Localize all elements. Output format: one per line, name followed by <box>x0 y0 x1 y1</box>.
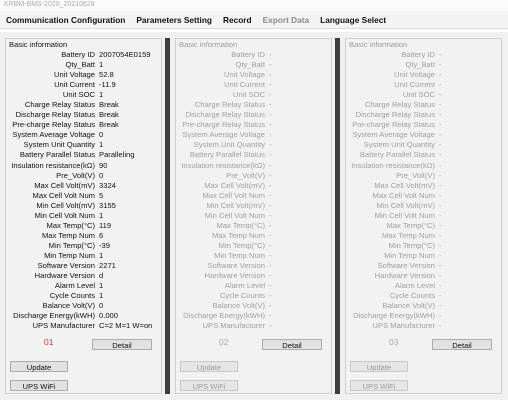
field-value: - <box>439 100 442 110</box>
field-label: Min Cell Volt(mV) <box>376 200 435 210</box>
field-label: Min Cell Volt Num <box>204 210 265 220</box>
field-label: Max Temp Num <box>41 230 95 240</box>
info-row <box>176 110 331 120</box>
field-label: Charge Relay Status <box>24 100 95 110</box>
field-value: - <box>269 230 272 240</box>
field-value: - <box>269 321 272 331</box>
field-label: Cycle Counts <box>49 291 95 301</box>
field-value: 0 <box>99 170 104 180</box>
info-row <box>6 90 161 100</box>
field-value: 0.000 <box>99 311 119 321</box>
info-row <box>346 181 501 191</box>
info-row <box>176 60 331 70</box>
info-row <box>346 60 501 70</box>
field-value: - <box>269 60 272 70</box>
field-value: - <box>439 130 442 140</box>
field-value: - <box>439 50 442 59</box>
field-label: Insulation resistance(kΩ) <box>181 160 265 170</box>
field-value: - <box>269 100 272 110</box>
field-value: - <box>269 170 272 180</box>
field-value: - <box>439 120 442 130</box>
field-value: 52.8 <box>99 70 114 80</box>
field-label: Max Temp(°C) <box>216 220 265 230</box>
menu-bar <box>0 11 508 29</box>
field-label: Hardware Version <box>374 271 435 281</box>
info-row <box>176 171 331 181</box>
field-label: Balance Volt(V) <box>42 301 95 311</box>
info-row <box>346 70 501 80</box>
field-label: Min Temp Num <box>44 250 95 260</box>
field-value: 0 <box>99 130 104 140</box>
field-label: Min Cell Volt Num <box>34 210 95 220</box>
field-value: - <box>269 180 272 190</box>
field-value: - <box>439 200 442 210</box>
field-label: Max Cell Volt Num <box>202 190 265 200</box>
field-value: 3324 <box>99 180 116 190</box>
info-row <box>6 191 161 201</box>
field-label: Cycle Counts <box>389 291 435 301</box>
field-value: C=2 M=1 W=on <box>99 321 153 331</box>
field-label: Battery Parallel Status <box>189 150 265 160</box>
field-value: - <box>439 271 442 281</box>
info-row <box>346 251 501 261</box>
field-label: Unit SOC <box>62 90 95 100</box>
field-label: Alarm Level <box>394 281 435 291</box>
field-label: Max Cell Volt Num <box>372 190 435 200</box>
info-row <box>6 120 161 130</box>
field-label: Cycle Counts <box>219 291 265 301</box>
field-value: - <box>439 180 442 190</box>
info-row <box>6 321 161 331</box>
field-value: - <box>269 80 272 90</box>
field-label: Max Temp(°C) <box>386 220 435 230</box>
field-label: System Average Voltage <box>12 130 95 140</box>
field-label: Min Cell Volt(mV) <box>36 200 95 210</box>
info-row <box>176 221 331 231</box>
info-row <box>6 80 161 90</box>
field-value: - <box>269 271 272 281</box>
battery-panel-02 <box>175 38 332 394</box>
field-value: - <box>269 210 272 220</box>
field-value: 5 <box>99 190 104 200</box>
field-value: - <box>269 120 272 130</box>
info-row <box>176 120 331 130</box>
field-value: - <box>269 220 272 230</box>
ups-wifi-button[interactable]: UPS WiFi <box>180 380 238 391</box>
field-value: - <box>439 140 442 150</box>
info-row <box>6 221 161 231</box>
field-label: Max Cell Volt(mV) <box>374 180 435 190</box>
field-value: - <box>269 240 272 250</box>
info-row <box>346 321 501 331</box>
info-row <box>6 251 161 261</box>
update-button[interactable]: Update <box>10 361 68 372</box>
info-row <box>176 70 331 80</box>
field-value: 1 <box>99 210 104 220</box>
battery-panel-03 <box>345 38 502 394</box>
field-label: Max Cell Volt Num <box>32 190 95 200</box>
field-value: - <box>439 190 442 200</box>
field-value: 1 <box>99 90 104 100</box>
field-label: Unit Current <box>54 80 95 90</box>
field-value: - <box>439 220 442 230</box>
field-label: Pre_Volt(V) <box>56 170 95 180</box>
field-label: Discharge Relay Status <box>185 110 265 120</box>
field-label: Pre_Volt(V) <box>226 170 265 180</box>
field-value: - <box>269 160 272 170</box>
field-label: Charge Relay Status <box>194 100 265 110</box>
field-value: 2271 <box>99 260 116 270</box>
info-row <box>346 231 501 241</box>
ups-wifi-button[interactable]: UPS WiFi <box>350 380 408 391</box>
info-row <box>346 90 501 100</box>
field-label: Pre-charge Relay Status <box>182 120 265 130</box>
info-row <box>346 291 501 301</box>
field-label: Unit Voltage <box>224 70 265 80</box>
field-label: Min Temp(°C) <box>388 240 435 250</box>
field-value: 1 <box>99 250 104 260</box>
info-row <box>346 161 501 171</box>
panel-number: 03 <box>389 337 399 347</box>
info-row <box>346 211 501 221</box>
info-row <box>346 171 501 181</box>
info-row <box>346 140 501 150</box>
info-row <box>176 191 331 201</box>
info-row <box>346 50 501 60</box>
info-row <box>346 110 501 120</box>
field-value: - <box>439 110 442 120</box>
field-value: 0 <box>99 301 104 311</box>
field-label: Hardware Version <box>34 271 95 281</box>
info-row <box>176 321 331 331</box>
panel-header: Basic information <box>349 40 408 49</box>
info-row <box>176 231 331 241</box>
field-label: Unit SOC <box>402 90 435 100</box>
info-row <box>6 201 161 211</box>
info-row <box>6 110 161 120</box>
field-value: Break <box>99 110 119 120</box>
field-value: 3155 <box>99 200 116 210</box>
field-label: Software Version <box>377 260 435 270</box>
field-label: Min Temp Num <box>214 250 265 260</box>
field-label: Discharge Relay Status <box>355 110 435 120</box>
field-value: - <box>439 150 442 160</box>
field-label: Battery ID <box>401 50 435 59</box>
info-row <box>176 311 331 321</box>
info-row <box>176 90 331 100</box>
info-row <box>176 261 331 271</box>
field-label: Unit Current <box>394 80 435 90</box>
field-value: 1 <box>99 291 104 301</box>
field-label: Pre-charge Relay Status <box>352 120 435 130</box>
field-label: Battery ID <box>61 50 95 59</box>
field-value: -39 <box>99 240 110 250</box>
info-row <box>6 171 161 181</box>
field-label: Hardware Version <box>204 271 265 281</box>
info-row <box>176 50 331 60</box>
field-label: Max Cell Volt(mV) <box>34 180 95 190</box>
field-label: Insulation resistance(kΩ) <box>11 160 95 170</box>
info-row <box>6 301 161 311</box>
info-row <box>176 100 331 110</box>
field-value: - <box>439 281 442 291</box>
field-value: - <box>439 311 442 321</box>
field-label: Qty_Batt <box>65 60 95 70</box>
field-value: - <box>269 70 272 80</box>
info-row <box>6 60 161 70</box>
field-label: Balance Volt(V) <box>212 301 265 311</box>
field-label: Battery Parallel Status <box>19 150 95 160</box>
field-label: System Average Voltage <box>182 130 265 140</box>
field-value: 1 <box>99 140 104 150</box>
menu-export-data[interactable]: Export Data <box>262 14 310 25</box>
field-value: - <box>269 311 272 321</box>
field-value: - <box>439 240 442 250</box>
info-row <box>176 161 331 171</box>
info-row <box>6 140 161 150</box>
menu-language-select[interactable]: Language Select <box>320 14 387 25</box>
info-row <box>6 261 161 271</box>
field-label: Discharge Energy(kWH) <box>353 311 435 321</box>
detail-button[interactable]: Detail <box>432 339 492 350</box>
info-row <box>346 241 501 251</box>
field-value: - <box>269 130 272 140</box>
info-row <box>176 150 331 160</box>
field-value: - <box>269 200 272 210</box>
window-title: KRBM-BMS-2020_20210628 <box>0 0 508 11</box>
field-value: - <box>269 50 272 59</box>
info-row <box>346 271 501 281</box>
field-value: - <box>269 140 272 150</box>
field-label: Insulation resistance(kΩ) <box>351 160 435 170</box>
info-row <box>6 70 161 80</box>
info-row <box>176 130 331 140</box>
field-label: System Unit Quantity <box>23 140 95 150</box>
field-label: UPS Manufacturer <box>32 321 95 331</box>
field-label: Pre_Volt(V) <box>396 170 435 180</box>
info-row <box>346 261 501 271</box>
field-value: Break <box>99 120 119 130</box>
info-row <box>6 130 161 140</box>
field-label: Software Version <box>207 260 265 270</box>
info-row <box>6 150 161 160</box>
info-row <box>176 301 331 311</box>
field-label: Unit SOC <box>232 90 265 100</box>
field-value: - <box>269 250 272 260</box>
field-value: - <box>269 110 272 120</box>
field-value: - <box>439 250 442 260</box>
menu-parameters-setting[interactable]: Parameters Setting <box>136 14 212 25</box>
field-value: - <box>269 281 272 291</box>
battery-panel-01 <box>5 38 162 394</box>
field-value: - <box>269 260 272 270</box>
field-label: Unit Current <box>224 80 265 90</box>
field-label: System Unit Quantity <box>193 140 265 150</box>
field-label: Qty_Batt <box>235 60 265 70</box>
field-label: Max Temp(°C) <box>46 220 95 230</box>
info-row <box>176 80 331 90</box>
panel-header: Basic information <box>9 40 68 49</box>
info-row <box>176 181 331 191</box>
info-row <box>176 251 331 261</box>
detail-button[interactable]: Detail <box>262 339 322 350</box>
field-label: Battery Parallel Status <box>359 150 435 160</box>
field-value: - <box>439 301 442 311</box>
field-value: - <box>439 70 442 80</box>
field-label: Min Temp(°C) <box>218 240 265 250</box>
info-row <box>346 120 501 130</box>
info-row <box>176 211 331 221</box>
field-value: Paralleling <box>99 150 135 160</box>
field-value: Break <box>99 100 119 110</box>
info-row <box>346 221 501 231</box>
field-value: - <box>269 150 272 160</box>
field-label: Discharge Energy(kWH) <box>13 311 95 321</box>
field-value: - <box>269 90 272 100</box>
info-row <box>346 311 501 321</box>
field-value: - <box>439 230 442 240</box>
field-label: Alarm Level <box>54 281 95 291</box>
field-label: System Unit Quantity <box>363 140 435 150</box>
ups-wifi-button[interactable]: UPS WiFi <box>10 380 68 391</box>
field-value: - <box>439 321 442 331</box>
field-label: Max Temp Num <box>211 230 265 240</box>
info-row <box>6 291 161 301</box>
info-row <box>346 301 501 311</box>
field-label: Min Cell Volt Num <box>374 210 435 220</box>
info-row <box>346 191 501 201</box>
info-row <box>176 291 331 301</box>
panel-divider <box>335 38 340 394</box>
field-label: Pre-charge Relay Status <box>12 120 95 130</box>
menu-communication-configuration[interactable]: Communication Configuration <box>6 14 126 25</box>
field-label: Discharge Relay Status <box>15 110 95 120</box>
info-row <box>176 271 331 281</box>
field-label: Unit Voltage <box>394 70 435 80</box>
field-label: Max Temp Num <box>381 230 435 240</box>
field-label: Min Temp Num <box>384 250 435 260</box>
field-value: - <box>439 90 442 100</box>
field-label: Balance Volt(V) <box>382 301 435 311</box>
field-label: Software Version <box>37 260 95 270</box>
field-label: Min Cell Volt(mV) <box>206 200 265 210</box>
field-value: - <box>439 160 442 170</box>
field-value: - <box>439 291 442 301</box>
info-rows <box>346 50 501 331</box>
panel-number: 02 <box>219 337 229 347</box>
info-row <box>346 130 501 140</box>
field-value: 90 <box>99 160 108 170</box>
panel-header: Basic information <box>179 40 238 49</box>
field-value: 2007054E0159 <box>99 50 151 59</box>
field-label: Battery ID <box>231 50 265 59</box>
info-row <box>6 181 161 191</box>
field-label: Max Cell Volt(mV) <box>204 180 265 190</box>
field-value: - <box>439 260 442 270</box>
info-row <box>6 211 161 221</box>
info-row <box>346 201 501 211</box>
update-button[interactable]: Update <box>180 361 238 372</box>
info-row <box>6 231 161 241</box>
field-label: UPS Manufacturer <box>202 321 265 331</box>
menu-record[interactable]: Record <box>223 14 252 25</box>
info-row <box>6 100 161 110</box>
field-value: 1 <box>99 281 104 291</box>
info-row <box>176 241 331 251</box>
field-value: - <box>439 170 442 180</box>
field-label: System Average Voltage <box>352 130 435 140</box>
info-row <box>176 140 331 150</box>
field-label: Unit Voltage <box>54 70 95 80</box>
panel-divider <box>165 38 170 394</box>
info-row <box>346 80 501 90</box>
field-label: Discharge Energy(kWH) <box>183 311 265 321</box>
field-label: Charge Relay Status <box>364 100 435 110</box>
field-value: - <box>439 210 442 220</box>
field-value: - <box>439 80 442 90</box>
field-label: Min Temp(°C) <box>48 240 95 250</box>
info-row <box>346 281 501 291</box>
info-row <box>346 150 501 160</box>
info-row <box>176 281 331 291</box>
info-row <box>346 100 501 110</box>
field-value: - <box>269 301 272 311</box>
field-value: - <box>269 291 272 301</box>
info-rows <box>176 50 331 331</box>
update-button[interactable]: Update <box>350 361 408 372</box>
info-row <box>6 161 161 171</box>
field-value: 6 <box>99 230 104 240</box>
field-value: d <box>99 271 104 281</box>
panel-number: 01 <box>44 337 54 347</box>
field-value: -11.9 <box>99 80 116 90</box>
field-value: - <box>439 60 442 70</box>
info-row <box>176 201 331 211</box>
info-row <box>6 281 161 291</box>
field-value: 1 <box>99 60 104 70</box>
info-row <box>6 50 161 60</box>
info-rows <box>6 50 161 331</box>
field-label: Qty_Batt <box>405 60 435 70</box>
detail-button[interactable]: Detail <box>92 339 152 350</box>
info-row <box>6 241 161 251</box>
field-value: - <box>269 190 272 200</box>
field-label: Alarm Level <box>224 281 265 291</box>
info-row <box>6 271 161 281</box>
field-label: UPS Manufacturer <box>372 321 435 331</box>
field-value: 119 <box>99 220 112 230</box>
info-row <box>6 311 161 321</box>
